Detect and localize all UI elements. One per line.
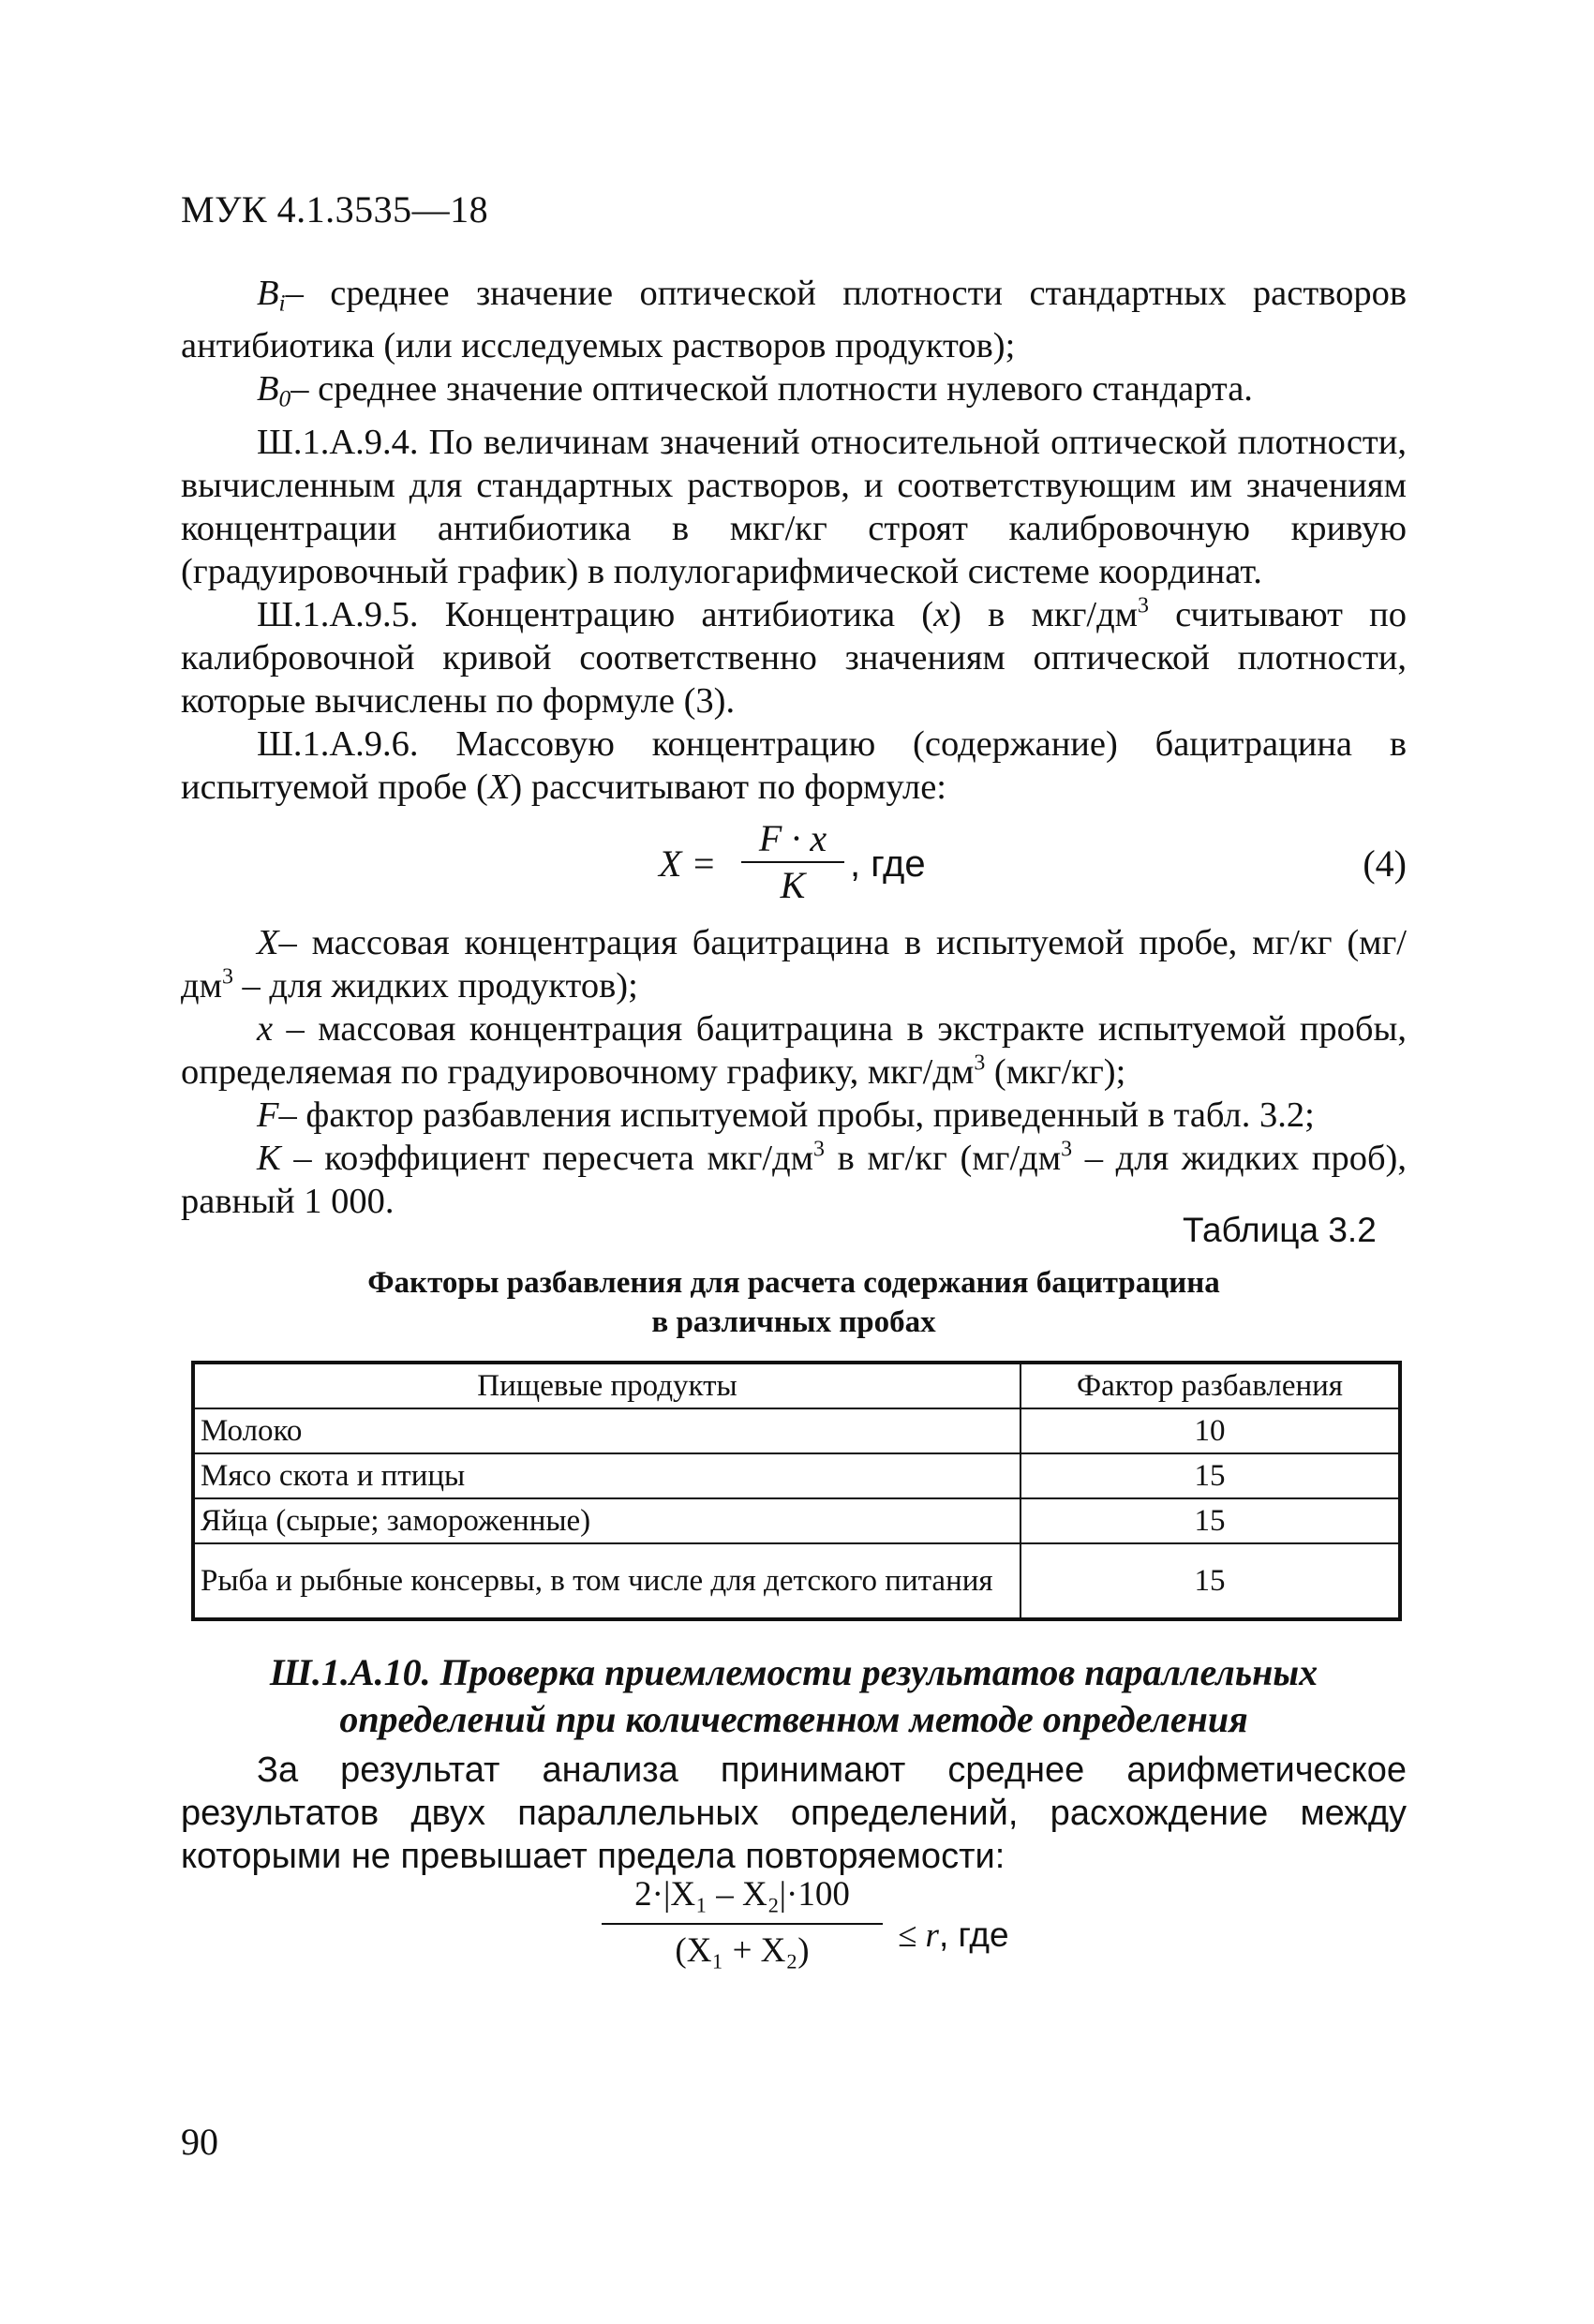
page-number: 90	[181, 2121, 218, 2163]
table-row	[193, 1498, 1400, 1543]
section-title-line-2: определений при количественном методе определения	[339, 1698, 1248, 1740]
formula-4-denominator: K	[780, 863, 806, 906]
p95-part-c: считывают по калибровочной кривой соответственно значениям оптической плотности, которые вычислены по формуле (3).	[181, 594, 1407, 721]
formula-4-numerator: F · x	[758, 816, 827, 859]
cell-product: Молоко	[193, 1408, 1020, 1453]
table-label: Таблица 3.2	[1183, 1211, 1377, 1249]
formula-4-fraction	[741, 818, 844, 906]
definition-k	[181, 1137, 1407, 1223]
formula-5-numerator: 2·|X₁ – X₂|·100	[634, 1875, 850, 1914]
paragraph-9-4: Ш.1.А.9.4. По величинам значений относительной оптической плотности, вычисленным для стандартных растворов, и соответствующим им значениям концентрации антибиотика в мкг/кг строят калибровочную кривую (градуировочный график) в полулогарифмической системе координат.	[181, 422, 1407, 591]
paragraph-9-6	[181, 723, 1407, 809]
def-x-part-a: – массовая концентрация бацитрацина в испытуемой пробе, мг/кг (мг/дм	[181, 922, 1407, 1006]
table-row	[193, 1408, 1400, 1453]
symbol-b: B	[257, 274, 279, 313]
cell-factor: 10	[1020, 1408, 1400, 1453]
formula-4	[181, 818, 1407, 914]
definition-b0	[181, 367, 1407, 420]
superscript-3: 3	[813, 1137, 825, 1162]
fraction-bar	[602, 1923, 883, 1925]
section-text: За результат анализа принимают среднее арифметическое результатов двух параллельных определений, расхождение между которыми не превышает предела повторяемости:	[181, 1750, 1407, 1876]
section-title-line-1: Ш.1.А.10. Проверка приемлемости результатов параллельных	[269, 1651, 1318, 1693]
def-x-part-b: – для жидких продуктов);	[232, 965, 638, 1006]
formula-5-where: , где	[938, 1915, 1009, 1954]
table-title	[181, 1263, 1407, 1342]
paragraph-9-5	[181, 593, 1407, 723]
symbol-cap-x: X	[487, 767, 511, 807]
p96-part-b: ) рассчитывают по формуле:	[510, 767, 946, 807]
table-row	[193, 1543, 1400, 1619]
formula-4-lhs: X =	[659, 842, 717, 885]
formula-4-where: , где	[850, 842, 926, 885]
formula-repeatability	[590, 1874, 1059, 1987]
cell-factor: 15	[1020, 1453, 1400, 1498]
p95-part-b: ) в мкг/дм	[949, 594, 1139, 634]
symbol-k: K	[257, 1138, 281, 1178]
column-header-product: Пищевые продукты	[193, 1363, 1020, 1408]
def-k-part-b: в мг/кг (мг/дм	[824, 1138, 1062, 1178]
fraction-bar	[741, 861, 844, 863]
def-k-part-c: – для жидких проб), равный 1 000.	[181, 1138, 1407, 1221]
dilution-factor-table	[191, 1361, 1402, 1621]
def-lx-part-a: – массовая концентрация бацитрацина в экстракте испытуемой пробы, определяемая по градуировочному графику, мкг/дм	[181, 1008, 1407, 1092]
definition-bi	[181, 272, 1407, 367]
def-lx-part-b: (мкг/кг);	[985, 1051, 1126, 1092]
p95-part-a: Ш.1.А.9.5. Концентрацию антибиотика (	[257, 594, 934, 634]
table-header-row	[193, 1363, 1400, 1408]
subscript-i: i	[278, 290, 286, 317]
subscript-0: 0	[278, 385, 291, 412]
p96-part-a: Ш.1.А.9.6. Массовую концентрацию (содержание) бацитрацина в испытуемой пробе (	[181, 723, 1407, 807]
column-header-factor: Фактор разбавления	[1020, 1363, 1400, 1408]
formula-5-relation-group	[898, 1915, 1009, 1956]
formula-5-denominator: (X₁ + X₂)	[675, 1931, 810, 1970]
symbol-cap-x: X	[257, 922, 279, 962]
document-code: МУК 4.1.3535—18	[181, 188, 489, 231]
definition-x	[181, 1007, 1407, 1094]
superscript-3: 3	[974, 1050, 986, 1076]
cell-factor: 15	[1020, 1498, 1400, 1543]
table-title-line-1: Факторы разбавления для расчета содержания бацитрацина	[367, 1266, 1220, 1300]
section-paragraph	[181, 1749, 1407, 1878]
table-title-line-2: в различных пробах	[651, 1305, 936, 1339]
cell-product: Рыба и рыбные консервы, в том числе для детского питания	[193, 1543, 1020, 1619]
symbol-x: x	[257, 1008, 274, 1049]
formula-4-number: (4)	[1363, 842, 1407, 885]
definition-f	[181, 1094, 1407, 1137]
table-row	[193, 1453, 1400, 1498]
main-text	[181, 272, 1407, 1223]
symbol-b: B	[257, 369, 279, 410]
symbol-x: x	[933, 594, 950, 634]
superscript-3: 3	[221, 964, 233, 990]
formula-5-relation: ≤ r	[898, 1916, 939, 1955]
formula-5-fraction	[602, 1874, 883, 1972]
def-f-text: – фактор разбавления испытуемой пробы, приведенный в табл. 3.2;	[278, 1095, 1315, 1135]
superscript-3: 3	[1061, 1137, 1073, 1162]
definition-cap-x	[181, 921, 1407, 1007]
cell-product: Мясо скота и птицы	[193, 1453, 1020, 1498]
cell-product: Яйца (сырые; замороженные)	[193, 1498, 1020, 1543]
definition-b0-text: – среднее значение оптической плотности нулевого стандарта.	[290, 369, 1253, 410]
definition-bi-text: – среднее значение оптической плотности стандартных растворов антибиотика (или исследуемых растворов продуктов);	[181, 274, 1407, 366]
def-k-part-a: – коэффициент пересчета мкг/дм	[280, 1138, 814, 1178]
symbol-f: F	[257, 1095, 279, 1135]
cell-factor: 15	[1020, 1543, 1400, 1619]
superscript-3: 3	[1138, 593, 1149, 618]
section-title	[181, 1649, 1407, 1743]
